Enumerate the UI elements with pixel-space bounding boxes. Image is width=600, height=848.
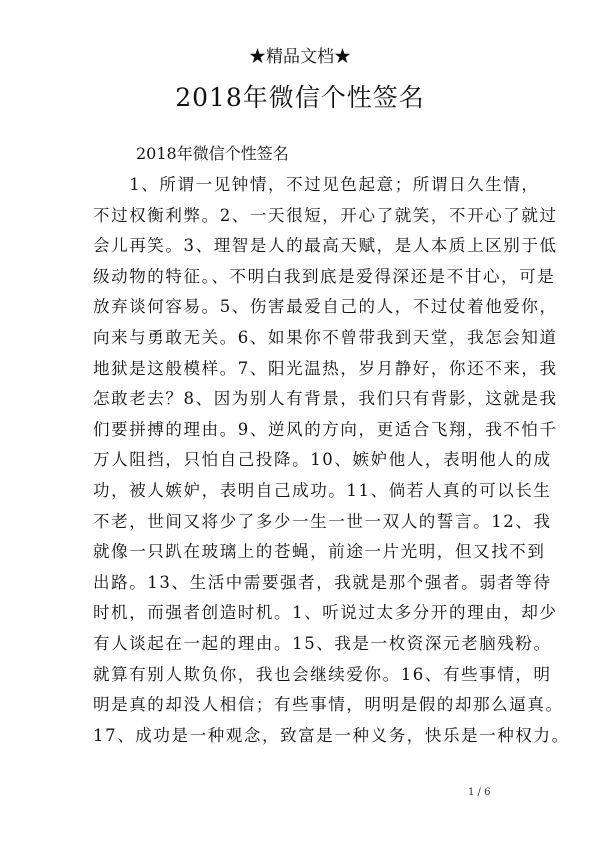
body-line: 明是真的却没人相信；有些事情，明明是假的却那么逼真。 xyxy=(93,695,564,715)
body-line: 放弃谈何容易。5、伤害最爱自己的人，不过仗着他爱你， xyxy=(93,297,558,317)
document-body xyxy=(93,170,570,751)
page-number: 1 / 6 xyxy=(468,787,491,798)
body-line: 就算有别人欺负你，我也会继续爱你。16、有些事情，明 xyxy=(93,664,552,684)
body-line: 们要拼搏的理由。9、逆风的方向，更适合飞翔，我不怕千 xyxy=(93,419,558,439)
body-line: 17、成功是一种观念，致富是一种义务，快乐是一种权力。 xyxy=(93,725,570,745)
body-line: 有人谈起在一起的理由。15、我是一枚资深元老脑残粉。 xyxy=(93,633,552,653)
document-title: 2018年微信个性签名 xyxy=(175,83,425,112)
body-line: 不老，世间又将少了多少一生一世一双人的誓言。12、我 xyxy=(93,511,552,531)
body-line: 1、所谓一见钟情，不过见色起意；所谓日久生情， xyxy=(93,175,540,194)
body-line: 会儿再笑。3、理智是人的最高天赋，是人本质上区别于低 xyxy=(93,236,558,256)
body-line: 级动物的特征。、不明白我到底是爱得深还是不甘心，可是 xyxy=(93,266,556,286)
document-subtitle: 2018年微信个性签名 xyxy=(136,144,289,163)
body-line: 不过权衡利弊。2、一天很短，开心了就笑，不开心了就过 xyxy=(93,205,558,225)
body-line: 出路。13、生活中需要强者，我就是那个强者。弱者等待 xyxy=(93,572,552,592)
body-line: 向来与勇敢无关。6、如果你不曾带我到天堂，我怎会知道 xyxy=(93,327,558,347)
body-line: 地狱是这般模样。7、阳光温热，岁月静好，你还不来，我 xyxy=(93,358,558,378)
header-mark: ★精品文档★ xyxy=(249,47,351,67)
body-line: 怎敢老去？8、因为别人有背景，我们只有背影，这就是我 xyxy=(93,389,558,409)
body-line: 时机，而强者创造时机。1、听说过太多分开的理由，却少 xyxy=(93,603,558,623)
body-line: 万人阻挡，只怕自己投降。10、嫉妒他人，表明他人的成 xyxy=(93,450,552,470)
body-line: 就像一只趴在玻璃上的苍蝇，前途一片光明，但又找不到 xyxy=(93,542,546,562)
body-line: 功，被人嫉妒，表明自己成功。11、倘若人真的可以长生 xyxy=(93,480,552,500)
